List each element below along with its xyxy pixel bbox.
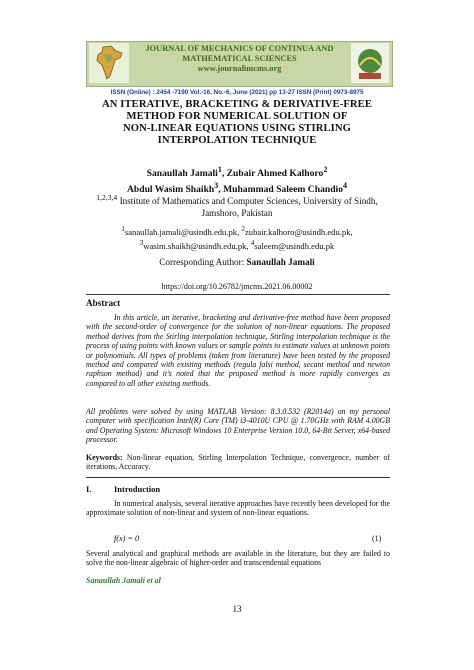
doi-link[interactable]: https://doi.org/10.26782/jmcms.2021.06.00002 [161,282,313,291]
corresponding-author [60,257,414,267]
journal-name-line2: MATHEMATICAL SCIENCES [182,54,297,63]
journal-emblem-icon [351,43,389,83]
title-line2: METHOD FOR NUMERICAL SOLUTION OF [126,111,348,122]
corresponding-label: Corresponding Author: [159,257,247,267]
author-separator: , [218,184,224,196]
journal-name [87,44,392,74]
affiliation [60,192,414,219]
author-name: Muhammad Saleem Chandio [223,184,343,196]
abstract-heading: Abstract [86,298,121,308]
affiliation-text: Institute of Mathematics and Computer Sciences, University of Sindh, [117,196,378,207]
author-separator: , [221,168,227,180]
title-line3: NON-LINEAR EQUATIONS USING STIRLING [123,123,351,134]
author-name: Abdul Wasim Shaikh [126,184,215,196]
equation: f(x) = 0 [114,534,140,543]
email-link[interactable]: wasim.shaikh@usindh.edu.pk, [143,240,251,251]
india-map-logo-icon [89,43,129,83]
email-sup: 1 [121,225,125,233]
title-line4: INTERPOLATION TECHNIQUE [157,135,317,146]
authors-line1 [60,164,414,180]
author-name: Zubair Ahmed Kalhoro [226,168,324,180]
affiliation-line2: Jamshoro, Pakistan [201,207,273,218]
equation-number: (1) [372,534,382,543]
author-sup: 3 [214,181,219,191]
author-sup: 2 [323,165,328,174]
email-list [60,224,414,252]
email-sup: 2 [241,225,245,233]
abstract-paragraph: In this article, an iterative, bracketing and derivative-free method have been proposed with the second-order of convergence for the solution of non-linear equations. The proposed method derives from the Stirling interpolation technique, Stirling interpolation technique is the process of using points with known values or sample points to estimate values at unknown points or polynomials. All types of problems (taken from literature) have been tested by the proposed method and compared with existing methods (regula falsi method, secant method and newton raphson method) and it’s noted that the proposed method is more rapidly converges as compared to all other existing methods. [86,313,390,388]
journal-banner [86,41,393,87]
author-name: Sanaullah Jamali [146,168,218,180]
section-number: I. [86,484,92,494]
email-sup: 4 [250,238,255,247]
keywords-text: Non-linear equation, Stirling Interpolation Technique, convergence, number of iterations, Accuracy. [86,453,390,472]
issn-line: ISSN (Online) : 2454 -7190 Vol.-16, No.-6, June (2021) pp 13-27 ISSN (Print) 0973-8975 [110,89,364,96]
abstract-paragraph: All problems were solved by using MATLAB Version: 8.3.0.532 (R2014a) on my personal computer with specification Intel(R) Core (TM) i3-4010U CPU @ 1.70GHz with RAM 4.00GB and Operating System: Microsoft Windows 10 Enterprise Version 10.0, 64-Bit Server, x64-based processor. [86,407,390,445]
email-link[interactable]: zubair.kalhoro@usindh.edu.pk, [244,226,353,237]
paper-title [60,99,414,147]
running-author: Sanaullah Jamali et al [86,576,161,585]
body-paragraph: Several analytical and graphical methods are available in the literature, but they are failed to solve the non-linear algebraic of higher-order and transcendental equations [86,549,390,568]
section-heading [86,484,160,494]
divider [86,477,390,478]
divider [86,294,390,295]
affiliation-sup: 1,2,3,4 [96,193,118,202]
email-link[interactable]: saleem@usindh.edu.pk [254,240,335,251]
title-line1: AN ITERATIVE, BRACKETING & DERIVATIVE-FREE [102,99,372,110]
emails-line1 [60,224,414,238]
author-sup: 4 [343,181,347,191]
page-number: 13 [232,604,242,614]
keywords [86,453,390,472]
emails-line2 [60,238,414,252]
email-link[interactable]: sanaullah.jamali@usindh.edu.pk, [124,226,242,237]
author-sup: 1 [217,165,222,174]
section-title: Introduction [114,484,161,494]
corresponding-name: Sanaullah Jamali [246,257,315,267]
affiliation-line1 [60,192,414,208]
email-sup: 3 [139,238,144,247]
keywords-label: Keywords: [86,453,123,462]
journal-url: www.journalimcms.org [197,64,282,73]
journal-name-line1: JOURNAL OF MECHANICS OF CONTINUA AND [145,44,334,53]
body-paragraph: In numerical analysis, several iterative approaches have recently been developed for the approximate solution of non-linear and system of non-linear equations. [86,499,390,518]
